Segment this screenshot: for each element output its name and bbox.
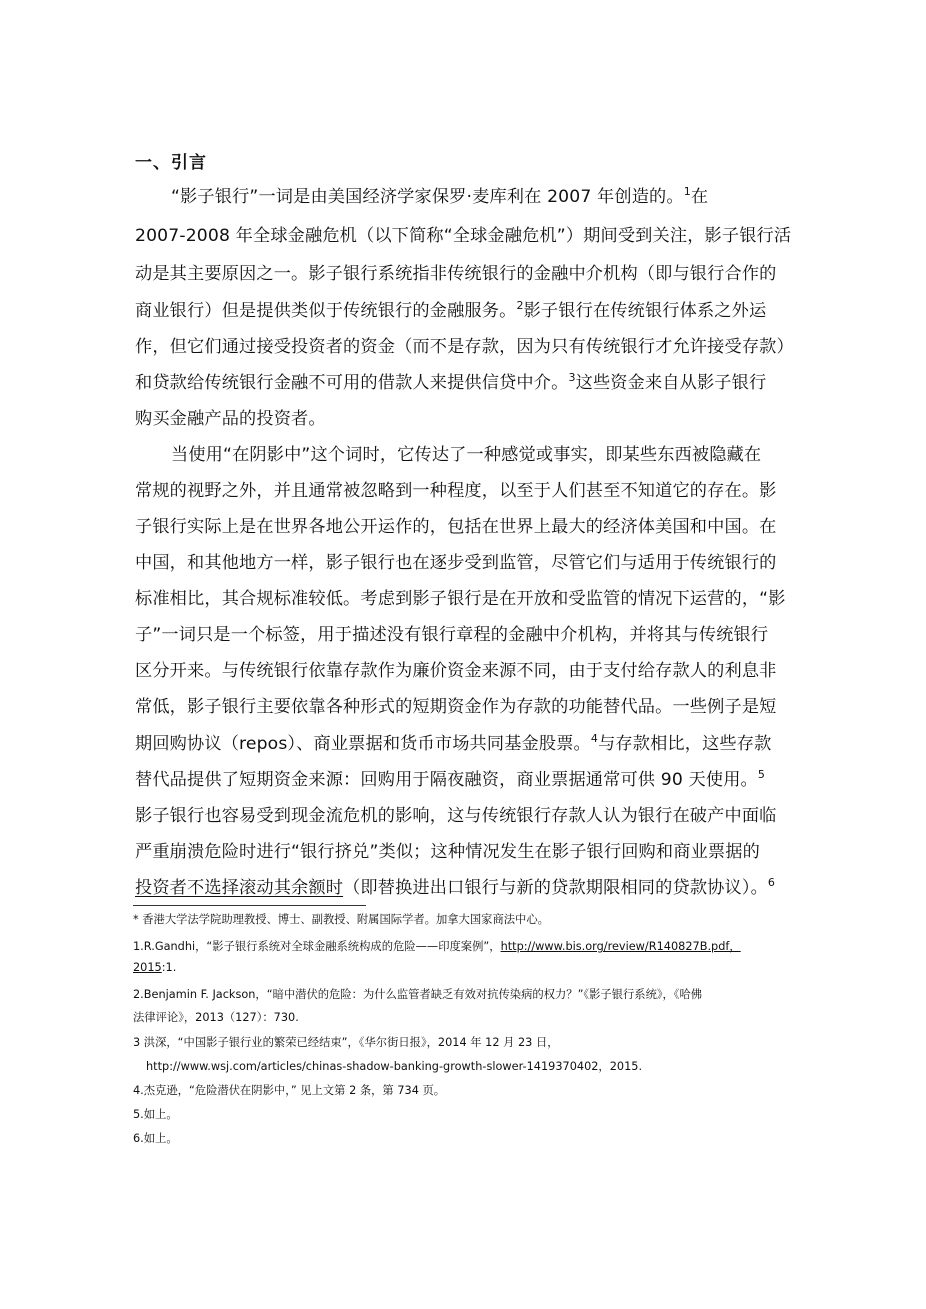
section-heading: 一、引言 [135, 153, 207, 173]
paragraph-2-line-11: 影子银行也容易受到现金流危机的影响，这与传统银行存款人认为银行在破产中面临 [135, 806, 777, 826]
footnote-ref-2[interactable]: 2 [516, 299, 524, 312]
paragraph-1-line-5: 作，但它们通过接受投资者的资金（而不是存款，因为只有传统银行才允许接受存款） [135, 337, 794, 357]
paragraph-1-line-4: 商业银行）但是提供类似于传统银行的金融服务。$^2$影子银行在传统银行体系之外运 [135, 299, 767, 321]
paragraph-2-line-1: 当使用“在阴影中”这个词时，它传达了一种感觉或事实，即某些东西被隐藏在 [171, 445, 762, 465]
paragraph-2-line-5: 标准相比，其合规标准较低。考虑到影子银行是在开放和受监管的情况下运营的，“影 [135, 589, 786, 609]
paragraph-1-line-2: 2007-2008 年全球金融危机（以下简称“全球金融危机”）期间受到关注，影子银行活 [135, 226, 792, 246]
paragraph-2-line-12: 严重崩溃危险时进行“银行挤兑”类似；这种情况发生在影子银行回购和商业票据的 [135, 842, 760, 862]
paragraph-1-line-1: “影子银行”一词是由美国经济学家保罗·麦库利在 2007 年创造的。$^1$在 [171, 185, 709, 207]
footnote-2: 2.Benjamin F. Jackson，“暗中潜伏的危险：为什么监管者缺乏有效对抗传染病的权力？”《影子银行系统》，《哈佛 [133, 988, 703, 1001]
footnote-6: 6.如上。 [133, 1132, 178, 1145]
footnote-1-year-link[interactable]: 2015 [133, 961, 162, 974]
paragraph-2-line-13: 投资者不选择滚动其余额时（即替换进出口银行与新的贷款期限相同的贷款协议）。$^6$ [135, 876, 776, 898]
footnote-4: 4.杰克逊，“危险潜伏在阴影中，” 见上文第 2 条，第 734 页。 [133, 1084, 446, 1097]
footnote-2-continued: 法律评论》，2013（127）：730. [133, 1011, 299, 1024]
paragraph-2-line-6: 子”一词只是一个标签，用于描述没有银行章程的金融中介机构，并将其与传统银行 [135, 625, 769, 645]
footnote-author: * 香港大学法学院助理教授、博士、副教授、附属国际学者。加拿大国家商法中心。 [133, 913, 549, 926]
footnote-ref-6[interactable]: 6 [767, 876, 776, 889]
footnote-ref-3[interactable]: 3 [568, 371, 576, 384]
paragraph-2-line-7: 区分开来。与传统银行依靠存款作为廉价资金来源不同，由于支付给存款人的利息非 [135, 661, 777, 681]
footnote-1: 1.R.Gandhi，“影子银行系统对全球金融系统构成的危险——印度案例”，http://www.bis.org/review/R140827B.pdf， [133, 940, 741, 953]
paragraph-2-line-2: 常规的视野之外，并且通常被忽略到一种程度，以至于人们甚至不知道它的存在。影 [135, 481, 777, 501]
paragraph-2-line-8: 常低，影子银行主要依靠各种形式的短期资金作为存款的功能替代品。一些例子是短 [135, 697, 777, 717]
paragraph-1-line-3: 动是其主要原因之一。影子银行系统指非传统银行的金融中介机构（即与银行合作的 [135, 264, 777, 284]
footnote-5: 5.如上。 [133, 1108, 178, 1121]
paragraph-2-line-3: 子银行实际上是在世界各地公开运作的，包括在世界上最大的经济体美国和中国。在 [135, 517, 777, 537]
footnote-separator [133, 905, 366, 906]
footnote-ref-1[interactable]: 1 [683, 185, 691, 198]
footnote-3: 3 洪深，“中国影子银行业的繁荣已经结束”，《华尔街日报》，2014 年 12 月 23 日， [133, 1036, 559, 1049]
footnote-1-continued: 2015:1. [133, 961, 177, 974]
paragraph-2-line-10: 替代品提供了短期资金来源：回购用于隔夜融资，商业票据通常可供 90 天使用。$^5$ [135, 768, 766, 790]
paragraph-2-line-9: 期回购协议（repos）、商业票据和货币市场共同基金股票。$^4$与存款相比，这些存款 [135, 732, 772, 754]
underlined-phrase: 投资者不选择滚动其余额时 [135, 878, 344, 898]
paragraph-1-line-6: 和贷款给传统银行金融不可用的借款人来提供信贷中介。$^3$这些资金来自从影子银行 [135, 371, 767, 393]
footnote-ref-5[interactable]: 5 [757, 768, 766, 781]
footnote-3-url[interactable]: http://www.wsj.com/articles/chinas-shadow-banking-growth-slower-1419370402，2015. [146, 1060, 643, 1073]
footnote-1-link[interactable]: http://www.bis.org/review/R140827B.pdf， [500, 940, 741, 953]
paragraph-2-line-4: 中国，和其他地方一样，影子银行也在逐步受到监管，尽管它们与适用于传统银行的 [135, 553, 777, 573]
paragraph-1-line-7: 购买金融产品的投资者。 [135, 409, 326, 429]
footnote-ref-4[interactable]: 4 [590, 732, 599, 745]
